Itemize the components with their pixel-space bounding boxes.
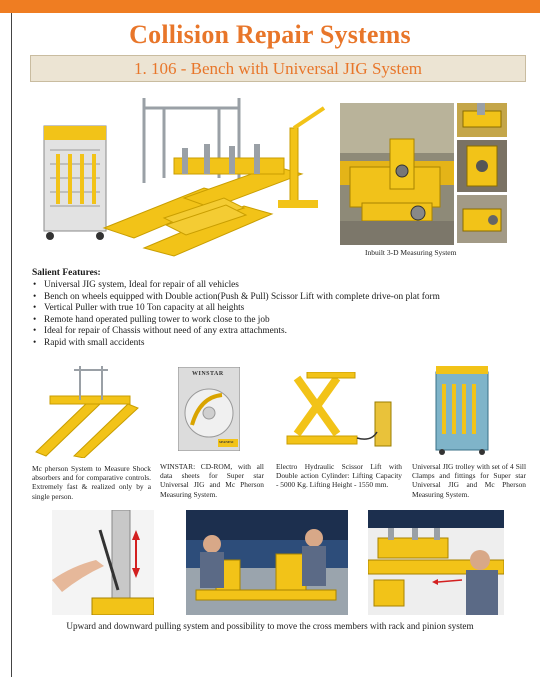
feature-item: • Remote hand operated pulling tower to work close to the job — [32, 315, 522, 327]
jig-trolley-caption: Universal JIG trolley with set of 4 Sill Clamps and fittings for Super star Universal JIG and Mc Pherson Measuring System. — [412, 462, 526, 499]
left-margin-rule — [11, 13, 12, 677]
feature-item: • Universal JIG system, Ideal for repair of all vehicles — [32, 280, 522, 292]
scissor-lift-photo — [275, 372, 405, 454]
measuring-system-photo-main — [340, 103, 454, 245]
winstar-caption: WINSTAR: CD-ROM, with all data sheets for Super star Universal JIG and Mc Pherson Measuring System. — [160, 462, 264, 499]
pulling-system-photo-3 — [368, 510, 504, 615]
subtitle-banner — [30, 55, 526, 82]
feature-item: • Bench on wheels equipped with Double action(Push & Pull) Scissor Lift with complete drive-on plat form — [32, 292, 522, 304]
page-title: Collision Repair Systems — [129, 20, 411, 49]
feature-item: • Vertical Puller with true 10 Ton capacity at all heights — [32, 303, 522, 315]
measuring-detail-photo-2 — [457, 140, 507, 192]
feature-item: • Rapid with small accidents — [32, 338, 522, 350]
bottom-caption: Upward and downward pulling system and possibility to move the cross members with rack and pinion system — [66, 621, 474, 631]
measuring-detail-photo-3 — [457, 195, 507, 243]
features-heading: Salient Features: — [32, 268, 101, 278]
mcpherson-caption: Mc pherson System to Measure Shock absorbers and for comparative controls. Extremely fast & realized only by a single person. — [32, 464, 151, 501]
cd-label: WINSTAR — [192, 371, 224, 377]
bench-jig-photo — [34, 88, 334, 258]
measuring-detail-photo-1 — [457, 103, 507, 137]
measuring-system-caption: Inbuilt 3-D Measuring System — [365, 248, 457, 257]
scissor-lift-caption: Electro Hydraulic Scissor Lift with Double action Cylinder: Lifting Capacity - 5000 Kg. Lifting Height - 1550 mm. — [276, 462, 402, 490]
cd-brand-badge: SPANESI — [219, 440, 234, 444]
pulling-system-photo-2 — [186, 510, 348, 615]
pulling-system-photo-1 — [52, 510, 154, 615]
product-subtitle: 1. 106 - Bench with Universal JIG System — [133, 59, 423, 78]
feature-item: • Ideal for repair of Chassis without need of any extra attachments. — [32, 326, 522, 338]
winstar-cd-case — [178, 367, 240, 451]
features-list — [32, 280, 522, 350]
jig-trolley-photo — [432, 364, 492, 456]
mcpherson-system-photo — [30, 360, 150, 458]
top-accent-bar — [0, 0, 540, 13]
